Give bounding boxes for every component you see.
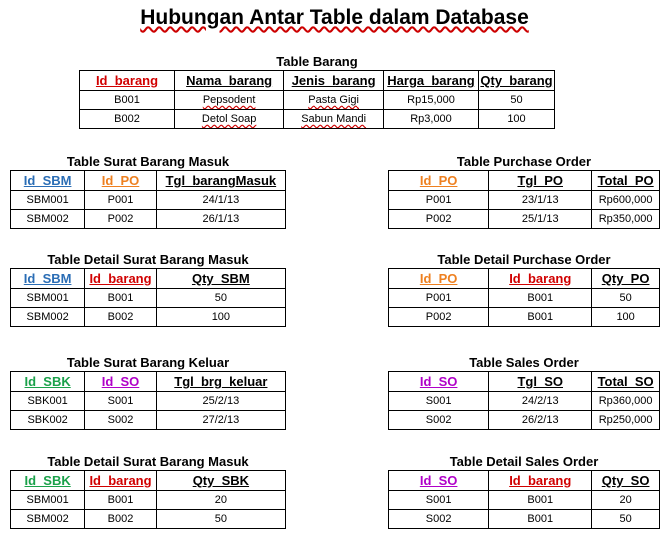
table-row [389, 308, 660, 327]
table-detail-so-block [388, 453, 660, 529]
header-id-sbk: Id_SBK [11, 471, 85, 491]
table-barang-block [79, 53, 555, 129]
header-tgl-barangmasuk: Tgl_barangMasuk [156, 171, 285, 191]
table-cell: 23/1/13 [489, 191, 592, 210]
table-barang [79, 70, 555, 129]
table-row [389, 510, 660, 529]
table-detail-so-caption: Table Detail Sales Order [449, 454, 599, 469]
header-harga-barang: Harga_barang [384, 71, 479, 91]
table-cell: Pepsodent [175, 91, 284, 110]
header-id-po: Id_PO [85, 171, 157, 191]
table-cell: 100 [156, 308, 285, 327]
header-id-barang: Id_barang [489, 269, 592, 289]
header-qty-sbm: Qty_SBM [156, 269, 285, 289]
table-so-block [388, 354, 660, 430]
table-cell: B001 [85, 491, 157, 510]
table-cell: B002 [85, 510, 157, 529]
header-total-po: Total_PO [592, 171, 660, 191]
header-id-po: Id_PO [389, 171, 489, 191]
table-row [11, 210, 286, 229]
table-cell: 20 [156, 491, 285, 510]
page-title: Hubungan Antar Table dalam Database [140, 6, 529, 29]
table-row [389, 392, 660, 411]
table-row [11, 411, 286, 430]
table-cell: P001 [389, 191, 489, 210]
table-sbm-block [10, 153, 286, 229]
table-row [389, 289, 660, 308]
table-cell: Pasta Gigi [284, 91, 384, 110]
header-id-so: Id_SO [85, 372, 157, 392]
table-cell: Detol Soap [175, 110, 284, 129]
table-cell: 50 [592, 289, 660, 308]
table-cell: B001 [85, 289, 157, 308]
table-cell: S002 [389, 510, 489, 529]
header-qty-sbk: Qty_SBK [156, 471, 285, 491]
header-tgl-po: Tgl_PO [489, 171, 592, 191]
table-row [11, 392, 286, 411]
table-row [389, 210, 660, 229]
table-sbk-caption: Table Surat Barang Keluar [66, 355, 230, 370]
table-row [389, 191, 660, 210]
header-jenis-barang: Jenis_barang [284, 71, 384, 91]
table-cell: 100 [479, 110, 555, 129]
table-detail-sbm-block [10, 251, 286, 327]
table-cell: P002 [389, 308, 489, 327]
table-detail-po-block [388, 251, 660, 327]
table-cell: 25/2/13 [156, 392, 285, 411]
table-cell: 50 [479, 91, 555, 110]
table-po [388, 170, 660, 229]
header-id-so: Id_SO [389, 471, 489, 491]
table-cell: P001 [85, 191, 157, 210]
header-id-barang: Id_barang [85, 471, 157, 491]
table-cell: B001 [489, 491, 592, 510]
table-row [80, 91, 555, 110]
header-tgl-brg-keluar: Tgl_brg_keluar [156, 372, 285, 392]
table-cell: Rp250,000 [592, 411, 660, 430]
table-cell: B001 [80, 91, 175, 110]
table-row [389, 491, 660, 510]
table-detail-sbk [10, 470, 286, 529]
header-id-so: Id_SO [389, 372, 489, 392]
header-id-po: Id_PO [389, 269, 489, 289]
table-row [80, 110, 555, 129]
table-cell: 26/2/13 [489, 411, 592, 430]
table-sbm [10, 170, 286, 229]
table-detail-po [388, 268, 660, 327]
table-detail-so [388, 470, 660, 529]
table-row [11, 510, 286, 529]
table-cell: 24/1/13 [156, 191, 285, 210]
table-row [11, 308, 286, 327]
table-cell: P001 [389, 289, 489, 308]
table-cell: 25/1/13 [489, 210, 592, 229]
table-cell: B002 [85, 308, 157, 327]
table-cell: 50 [156, 289, 285, 308]
table-sbm-caption: Table Surat Barang Masuk [66, 154, 230, 169]
table-cell: Rp15,000 [384, 91, 479, 110]
table-so-caption: Table Sales Order [469, 355, 579, 370]
table-cell: S002 [85, 411, 157, 430]
header-total-so: Total_SO [592, 372, 660, 392]
table-cell: 26/1/13 [156, 210, 285, 229]
table-detail-sbk-block [10, 453, 286, 529]
table-cell: 100 [592, 308, 660, 327]
table-cell: SBM002 [11, 210, 85, 229]
header-id-barang: Id_barang [80, 71, 175, 91]
header-qty-barang: Qty_barang [479, 71, 555, 91]
table-cell: B001 [489, 289, 592, 308]
table-row [389, 411, 660, 430]
table-cell: S001 [389, 491, 489, 510]
table-row [11, 289, 286, 308]
table-cell: SBM001 [11, 289, 85, 308]
table-cell: 50 [592, 510, 660, 529]
table-cell: P002 [389, 210, 489, 229]
table-cell: Sabun Mandi [284, 110, 384, 129]
table-sbk-block [10, 354, 286, 430]
header-id-barang: Id_barang [489, 471, 592, 491]
table-cell: Rp360,000 [592, 392, 660, 411]
header-qty-po: Qty_PO [592, 269, 660, 289]
table-row [11, 191, 286, 210]
table-cell: Rp350,000 [592, 210, 660, 229]
table-cell: 50 [156, 510, 285, 529]
header-id-sbm: Id_SBM [11, 269, 85, 289]
table-barang-caption: Table Barang [276, 54, 358, 69]
table-detail-po-caption: Table Detail Purchase Order [437, 252, 611, 267]
table-cell: B001 [489, 308, 592, 327]
table-cell: SBM001 [11, 491, 85, 510]
table-cell: Rp3,000 [384, 110, 479, 129]
table-cell: S001 [389, 392, 489, 411]
header-tgl-so: Tgl_SO [489, 372, 592, 392]
header-id-sbk: Id_SBK [11, 372, 85, 392]
table-cell: Rp600,000 [592, 191, 660, 210]
table-cell: SBK001 [11, 392, 85, 411]
table-cell: 27/2/13 [156, 411, 285, 430]
table-cell: B001 [489, 510, 592, 529]
table-cell: SBK002 [11, 411, 85, 430]
header-id-barang: Id_barang [85, 269, 157, 289]
table-cell: S001 [85, 392, 157, 411]
table-cell: SBM002 [11, 510, 85, 529]
table-cell: SBM002 [11, 308, 85, 327]
header-qty-so: Qty_SO [592, 471, 660, 491]
table-cell: B002 [80, 110, 175, 129]
table-so [388, 371, 660, 430]
header-nama-barang: Nama_barang [175, 71, 284, 91]
table-po-caption: Table Purchase Order [456, 154, 592, 169]
table-cell: 20 [592, 491, 660, 510]
table-cell: P002 [85, 210, 157, 229]
table-cell: S002 [389, 411, 489, 430]
table-row [11, 491, 286, 510]
table-detail-sbm [10, 268, 286, 327]
header-id-sbm: Id_SBM [11, 171, 85, 191]
table-cell: 24/2/13 [489, 392, 592, 411]
table-detail-sbk-caption: Table Detail Surat Barang Masuk [47, 454, 249, 469]
table-detail-sbm-caption: Table Detail Surat Barang Masuk [47, 252, 249, 267]
table-po-block [388, 153, 660, 229]
table-sbk [10, 371, 286, 430]
table-cell: SBM001 [11, 191, 85, 210]
